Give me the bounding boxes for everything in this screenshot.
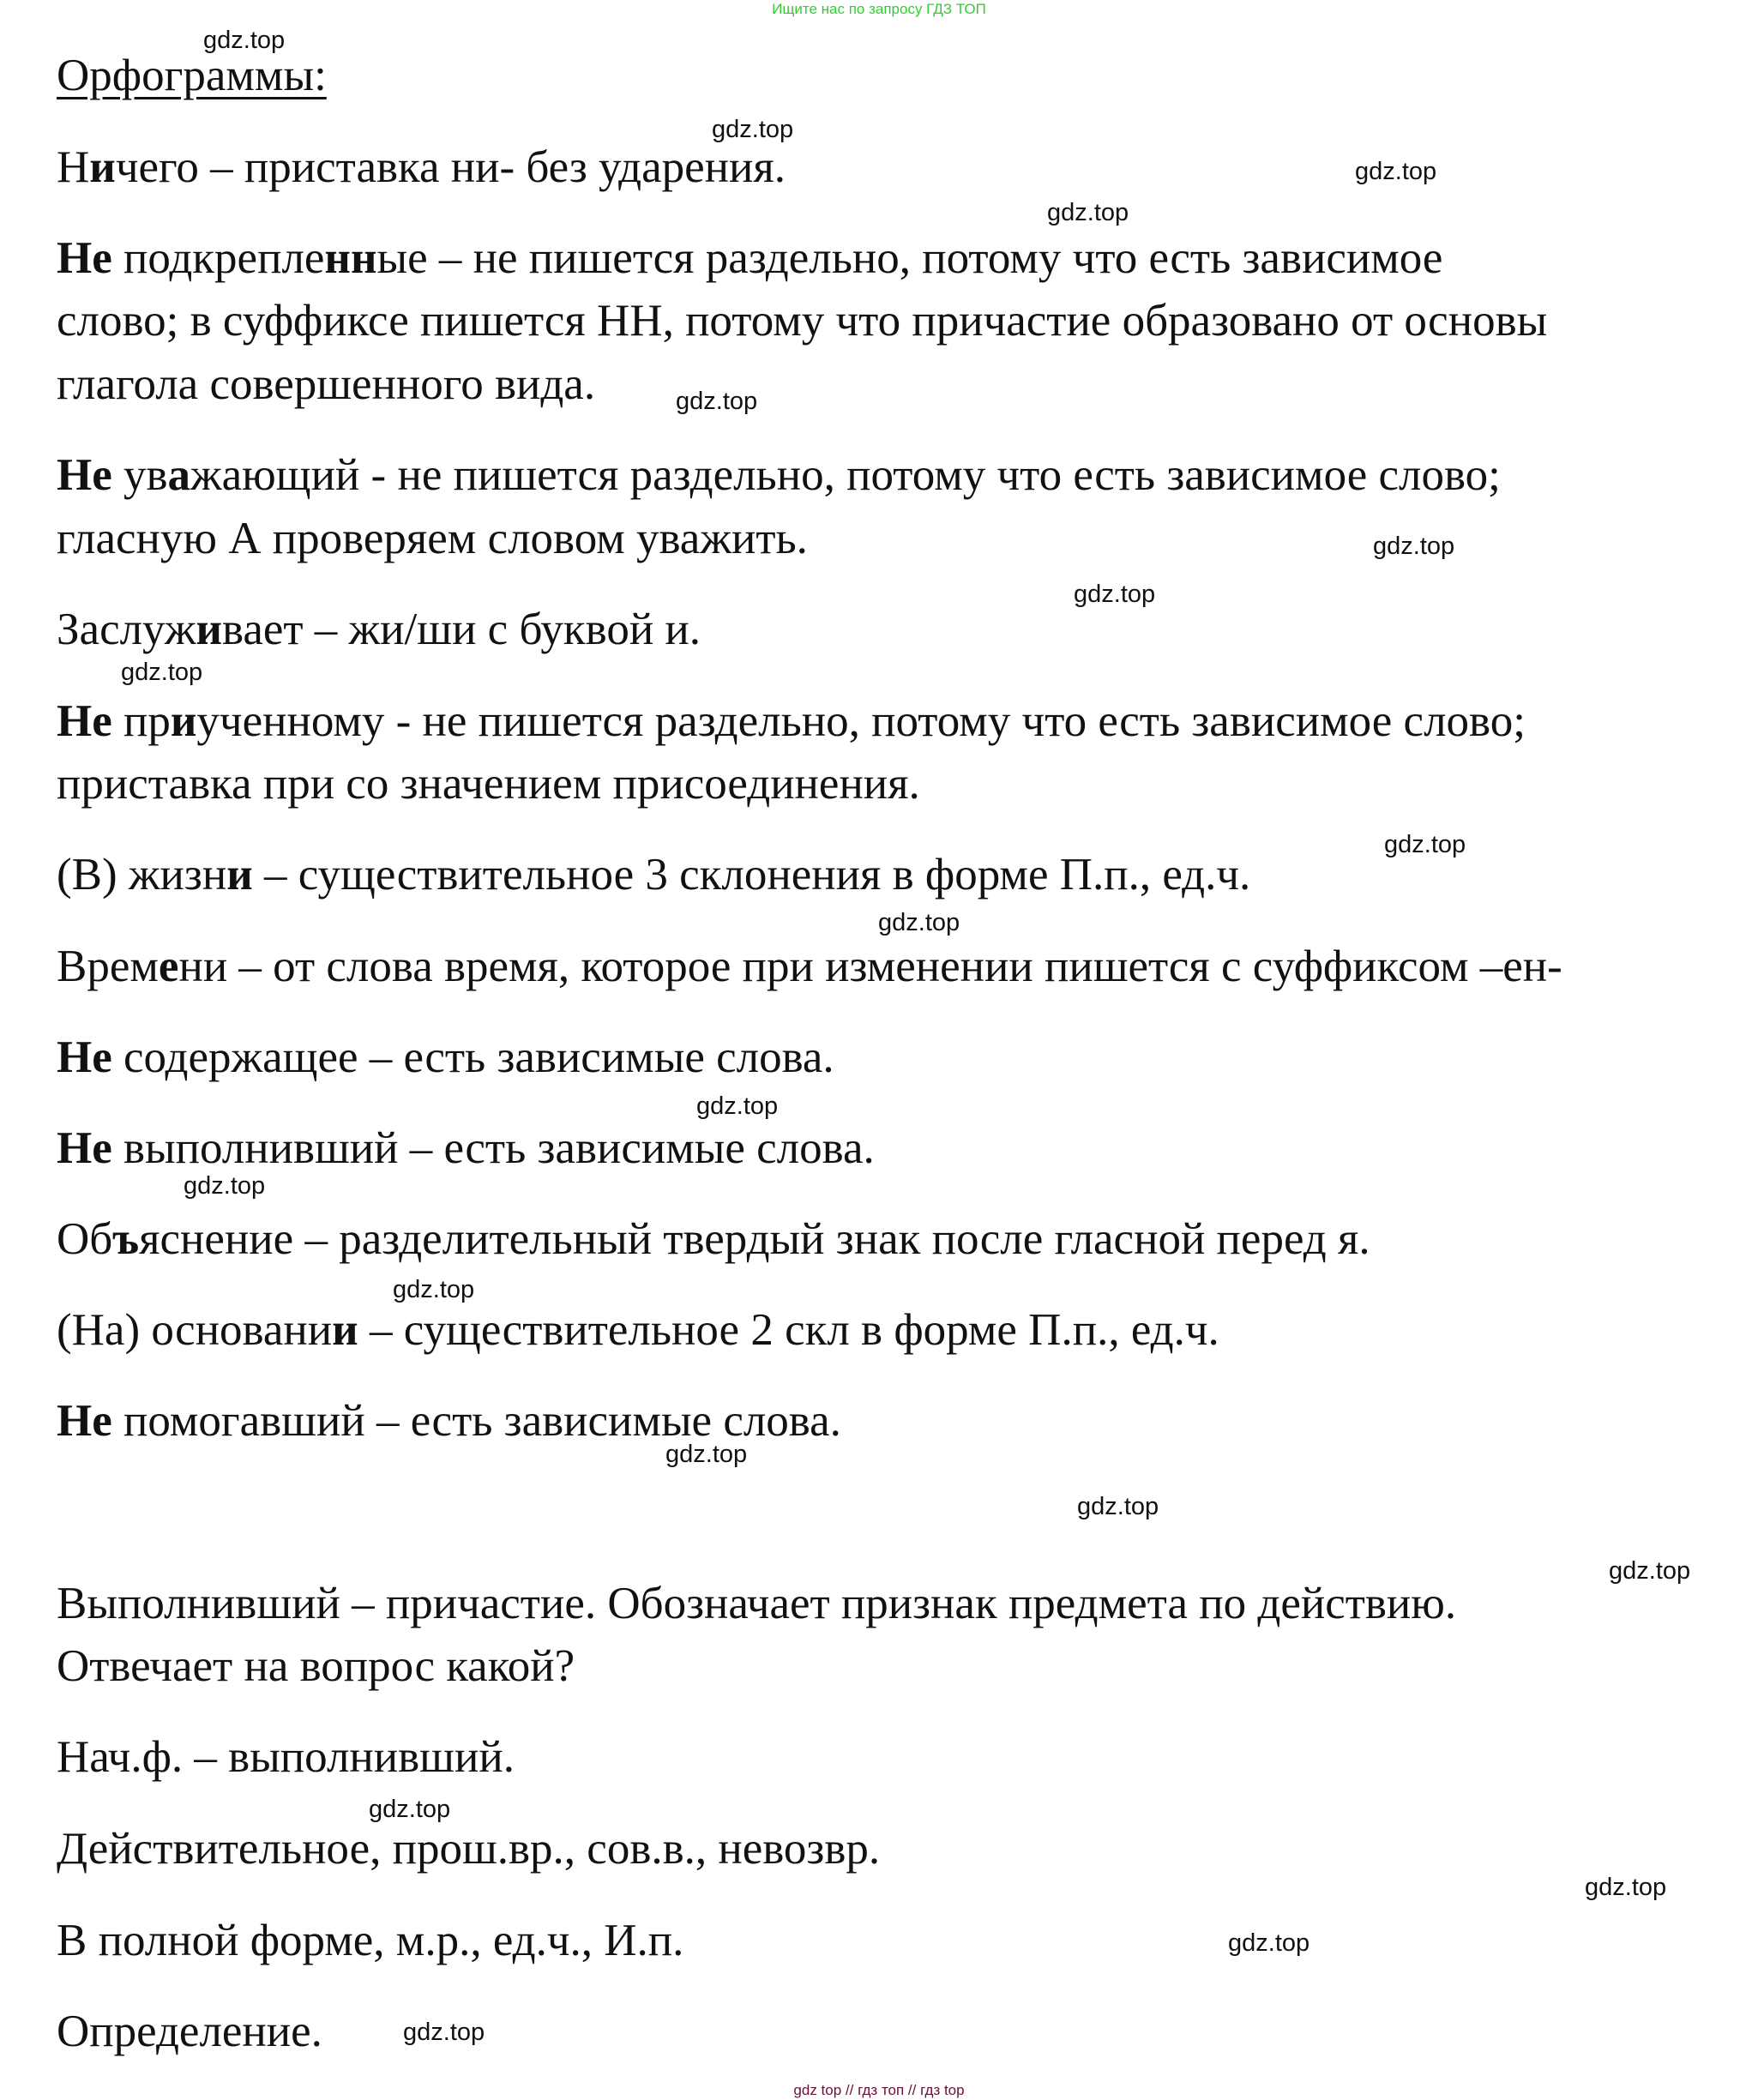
analysis-line: Выполнивший – причастие. Обозначает признак предмета по действию. bbox=[57, 1579, 1457, 1628]
rule-line: приставка при со значением присоединения. bbox=[57, 759, 920, 809]
rule-text: вает – жи/ши с буквой и. bbox=[222, 605, 701, 654]
rule-line: гласную А проверяем словом уважить. bbox=[57, 514, 808, 563]
top-banner: Ищите нас по запросу ГДЗ ТОП bbox=[772, 1, 986, 17]
highlight-letter: ъ bbox=[112, 1214, 140, 1264]
rule-line bbox=[57, 1032, 834, 1083]
watermark: gdz.top bbox=[1074, 581, 1156, 608]
rule-text: ув bbox=[111, 450, 168, 500]
watermark: gdz.top bbox=[878, 909, 960, 936]
rule-line bbox=[57, 141, 786, 193]
rule-text: (На) основани bbox=[57, 1305, 333, 1355]
rule-line bbox=[57, 604, 701, 655]
rule-line bbox=[57, 1122, 875, 1174]
rule-text: помогавший – есть зависимые слова. bbox=[111, 1396, 841, 1446]
rule-line bbox=[57, 695, 1526, 747]
rule-text: (В) жизн bbox=[57, 850, 227, 900]
page-title: Орфограммы: bbox=[57, 51, 327, 100]
analysis-line: Определение. bbox=[57, 2007, 322, 2056]
highlight-letter: Не bbox=[57, 696, 112, 746]
rule-text: – существительное 2 скл в форме П.п., ед.ч. bbox=[358, 1305, 1219, 1355]
watermark: gdz.top bbox=[1077, 1493, 1159, 1520]
watermark: gdz.top bbox=[665, 1441, 748, 1468]
watermark: gdz.top bbox=[403, 2019, 485, 2046]
watermark: gdz.top bbox=[1047, 199, 1129, 226]
rule-line bbox=[57, 449, 1501, 501]
watermark: gdz.top bbox=[203, 27, 286, 54]
rule-text: Об bbox=[57, 1214, 113, 1264]
watermark: gdz.top bbox=[1355, 158, 1437, 185]
analysis-line: Нач.ф. – выполнивший. bbox=[57, 1732, 515, 1782]
watermark: gdz.top bbox=[1384, 831, 1466, 858]
rule-text: ни – от слова время, которое при изменении пишется с суффиксом –ен- bbox=[178, 942, 1562, 991]
rule-text: пр bbox=[111, 696, 171, 746]
watermark: gdz.top bbox=[1609, 1557, 1691, 1585]
rule-line bbox=[57, 941, 1562, 992]
rule-text: чего – приставка ни- без ударения. bbox=[115, 142, 786, 192]
rule-text: подкрепле bbox=[111, 233, 325, 283]
highlight-letter: Не bbox=[57, 1123, 112, 1173]
highlight-letter: а bbox=[167, 450, 191, 500]
watermark: gdz.top bbox=[1585, 1874, 1667, 1901]
rule-text: Заслуж bbox=[57, 605, 196, 654]
watermark: gdz.top bbox=[184, 1172, 266, 1200]
rule-line bbox=[57, 1304, 1219, 1356]
watermark: gdz.top bbox=[121, 659, 203, 686]
rule-text: жающий - не пишется раздельно, потому что есть зависимое слово; bbox=[190, 450, 1501, 500]
rule-text: Н bbox=[57, 142, 90, 192]
rule-text: содержащее – есть зависимые слова. bbox=[111, 1032, 834, 1082]
rule-text: ученному - не пишется раздельно, потому что есть зависимое слово; bbox=[196, 696, 1526, 746]
highlight-letter: Не bbox=[57, 1032, 112, 1082]
analysis-line: В полной форме, м.р., ед.ч., И.п. bbox=[57, 1916, 684, 1965]
analysis-line: Действительное, прош.вр., сов.в., невозвр. bbox=[57, 1824, 881, 1874]
watermark: gdz.top bbox=[712, 116, 794, 143]
rule-line bbox=[57, 849, 1250, 900]
highlight-letter: и bbox=[226, 850, 253, 900]
highlight-letter: и bbox=[196, 605, 223, 654]
watermark: gdz.top bbox=[393, 1276, 475, 1303]
rule-text: Врем bbox=[57, 942, 159, 991]
rule-line: слово; в суффиксе пишется НН, потому что причастие образовано от основы bbox=[57, 296, 1548, 346]
rule-line bbox=[57, 1213, 1370, 1265]
footer-credit: gdz top // гдз топ // гдз top bbox=[793, 2082, 965, 2098]
rule-line bbox=[57, 232, 1442, 284]
highlight-letter: Не bbox=[57, 1396, 112, 1446]
rule-text: ые – не пишется раздельно, потому что есть зависимое bbox=[376, 233, 1443, 283]
rule-text: – существительное 3 склонения в форме П.п., ед.ч. bbox=[252, 850, 1251, 900]
watermark: gdz.top bbox=[369, 1796, 451, 1823]
watermark: gdz.top bbox=[1373, 533, 1455, 560]
highlight-letter: е bbox=[158, 942, 179, 991]
rule-line: глагола совершенного вида. bbox=[57, 359, 596, 409]
highlight-letter: Не bbox=[57, 450, 112, 500]
highlight-letter: нн bbox=[324, 233, 377, 283]
highlight-letter: и bbox=[332, 1305, 358, 1355]
rule-text: выполнивший – есть зависимые слова. bbox=[111, 1123, 875, 1173]
watermark: gdz.top bbox=[1228, 1929, 1310, 1957]
highlight-letter: и bbox=[170, 696, 197, 746]
analysis-line: Отвечает на вопрос какой? bbox=[57, 1641, 575, 1691]
rule-text: яснение – разделительный твердый знак после гласной перед я. bbox=[139, 1214, 1370, 1264]
highlight-letter: Не bbox=[57, 233, 112, 283]
rule-line bbox=[57, 1395, 841, 1447]
watermark: gdz.top bbox=[696, 1092, 779, 1120]
highlight-letter: и bbox=[89, 142, 116, 192]
watermark: gdz.top bbox=[676, 388, 758, 415]
